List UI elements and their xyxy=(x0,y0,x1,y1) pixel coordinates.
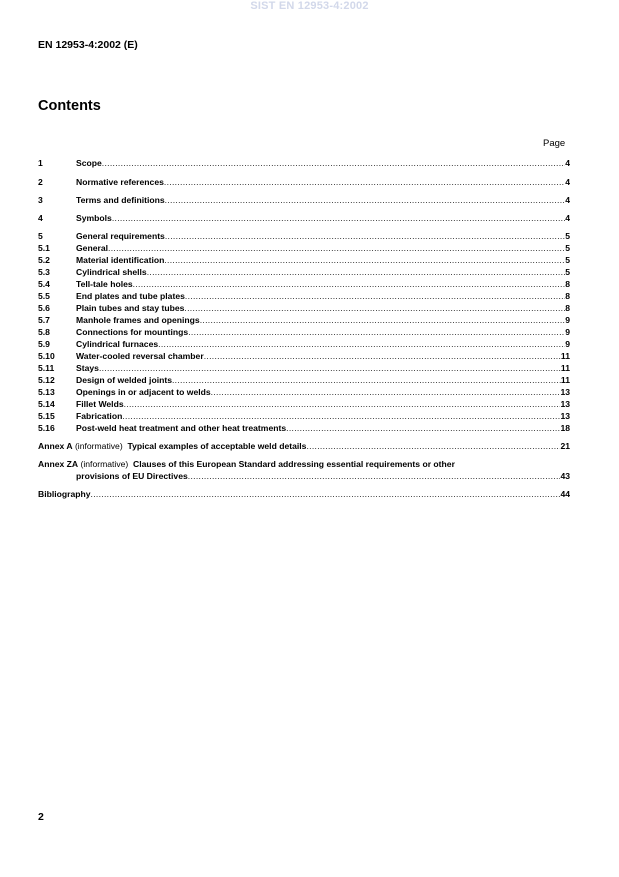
toc-title: Normative references xyxy=(76,177,164,187)
toc-leader xyxy=(184,303,565,313)
annex-type: (informative) xyxy=(80,459,129,469)
toc-number: 5.2 xyxy=(38,255,50,265)
toc-title: Stays xyxy=(76,363,99,373)
toc-entry-5-2[interactable] xyxy=(38,253,570,265)
toc-title: Tell-tale holes xyxy=(76,279,133,289)
toc-number: 4 xyxy=(38,213,43,223)
toc-leader xyxy=(108,243,565,253)
toc-leader xyxy=(165,195,566,205)
toc-title: Openings in or adjacent to welds xyxy=(76,387,211,397)
toc-page: 9 xyxy=(565,315,570,325)
toc-number: 5.11 xyxy=(38,363,55,373)
toc-entry-5-10[interactable] xyxy=(38,349,570,361)
toc-page: 5 xyxy=(565,255,570,265)
toc-entry-5-13[interactable] xyxy=(38,385,570,397)
toc-entry-5-9[interactable] xyxy=(38,337,570,349)
toc-entry-5-7[interactable] xyxy=(38,313,570,325)
toc-number: 5.6 xyxy=(38,303,50,313)
toc-leader xyxy=(188,327,565,337)
toc-number: 5.5 xyxy=(38,291,50,301)
toc-entry-5-15[interactable] xyxy=(38,409,570,421)
toc-leader xyxy=(112,213,565,223)
document-id: EN 12953-4:2002 (E) xyxy=(38,39,138,51)
toc-leader xyxy=(185,291,565,301)
toc-page: 9 xyxy=(565,339,570,349)
toc-leader xyxy=(122,411,560,421)
toc-leader xyxy=(133,279,566,289)
toc-page: 18 xyxy=(560,423,570,433)
toc-title-continued: provisions of EU Directives xyxy=(76,471,188,481)
toc-page: 13 xyxy=(560,411,570,421)
toc-entry-annex-za-continued[interactable] xyxy=(38,469,570,481)
toc-entry-5-1[interactable] xyxy=(38,241,570,253)
toc-title: End plates and tube plates xyxy=(76,291,185,301)
toc-page: 11 xyxy=(560,363,570,373)
toc-title: Material identification xyxy=(76,255,165,265)
toc-page: 9 xyxy=(565,327,570,337)
toc-leader xyxy=(188,471,561,481)
toc-page: 21 xyxy=(560,441,570,451)
toc-number: 5.7 xyxy=(38,315,50,325)
toc-page: 5 xyxy=(565,267,570,277)
toc-entry-annex-a[interactable] xyxy=(38,439,570,451)
toc-entry-general-requirements[interactable] xyxy=(38,229,570,241)
toc-entry-terms-and-definitions[interactable] xyxy=(38,193,570,205)
toc-page: 4 xyxy=(565,195,570,205)
toc-title: Scope xyxy=(76,158,102,168)
page-column-label: Page xyxy=(543,138,566,149)
toc-page: 8 xyxy=(565,303,570,313)
toc-leader xyxy=(124,399,561,409)
toc-leader xyxy=(158,339,565,349)
toc-leader xyxy=(204,351,561,361)
toc-page: 4 xyxy=(565,213,570,223)
toc-entry-5-5[interactable] xyxy=(38,289,570,301)
toc-entry-5-4[interactable] xyxy=(38,277,570,289)
toc-page: 8 xyxy=(565,291,570,301)
toc-page: 4 xyxy=(565,177,570,187)
toc-number: 5.14 xyxy=(38,399,55,409)
toc-leader xyxy=(147,267,566,277)
toc-entry-5-8[interactable] xyxy=(38,325,570,337)
toc-title: General requirements xyxy=(76,231,165,241)
annex-type: (informative) xyxy=(74,441,123,451)
toc-entry-5-14[interactable] xyxy=(38,397,570,409)
toc-title: Terms and definitions xyxy=(76,195,165,205)
toc-number: 5.1 xyxy=(38,243,50,253)
toc-number: 1 xyxy=(38,158,43,168)
toc-title: Design of welded joints xyxy=(76,375,172,385)
toc-title: Clauses of this European Standard addressing essential requirements or other xyxy=(133,459,455,469)
toc-entry-normative-references[interactable] xyxy=(38,175,570,187)
toc-leader xyxy=(102,158,565,168)
page-number: 2 xyxy=(38,811,44,823)
toc-number: 5.4 xyxy=(38,279,50,289)
toc-leader xyxy=(99,363,561,373)
toc-number: 5.15 xyxy=(38,411,55,421)
toc-number: 5.10 xyxy=(38,351,55,361)
toc-page: 5 xyxy=(565,231,570,241)
toc-entry-scope[interactable] xyxy=(38,156,570,168)
toc-title: Symbols xyxy=(76,213,112,223)
toc-leader xyxy=(306,441,560,451)
annex-label: Annex ZA xyxy=(38,459,79,469)
toc-leader xyxy=(200,315,566,325)
toc-entry-5-6[interactable] xyxy=(38,301,570,313)
toc-leader xyxy=(211,387,561,397)
toc-title: Manhole frames and openings xyxy=(76,315,200,325)
toc-entry-5-16[interactable] xyxy=(38,421,570,433)
toc-leader xyxy=(164,177,565,187)
toc-title: Typical examples of acceptable weld details xyxy=(127,441,307,451)
toc-page: 11 xyxy=(560,375,570,385)
toc-title: Connections for mountings xyxy=(76,327,189,337)
annex-label: Annex A xyxy=(38,441,73,451)
toc-number: 5.3 xyxy=(38,267,50,277)
toc-entry-bibliography[interactable] xyxy=(38,487,570,499)
toc-title: Cylindrical furnaces xyxy=(76,339,159,349)
toc-leader xyxy=(286,423,560,433)
toc-title: Bibliography xyxy=(38,489,91,499)
toc-number: 2 xyxy=(38,177,43,187)
toc-page: 13 xyxy=(560,399,570,409)
toc-number: 5.16 xyxy=(38,423,55,433)
toc-leader xyxy=(165,231,565,241)
toc-number: 3 xyxy=(38,195,43,205)
toc-entry-annex-za[interactable] xyxy=(38,457,570,469)
toc-entry-5-3[interactable] xyxy=(38,265,570,277)
toc-page: 44 xyxy=(560,489,570,499)
toc-title: Plain tubes and stay tubes xyxy=(76,303,185,313)
toc-number: 5 xyxy=(38,231,43,241)
toc-page: 43 xyxy=(560,471,570,481)
toc-number: 5.8 xyxy=(38,327,50,337)
toc-title: General xyxy=(76,243,109,253)
toc-title: Fillet Welds xyxy=(76,399,124,409)
watermark: SIST EN 12953-4:2002 xyxy=(250,0,369,12)
toc-entry-5-12[interactable] xyxy=(38,373,570,385)
toc-title: Water-cooled reversal chamber xyxy=(76,351,204,361)
contents-heading: Contents xyxy=(38,98,101,114)
toc-title: Fabrication xyxy=(76,411,123,421)
toc-title: Cylindrical shells xyxy=(76,267,147,277)
toc-title: Post-weld heat treatment and other heat treatments xyxy=(76,423,287,433)
toc-leader xyxy=(172,375,561,385)
toc-number: 5.12 xyxy=(38,375,55,385)
toc-entry-5-11[interactable] xyxy=(38,361,570,373)
toc-number: 5.9 xyxy=(38,339,50,349)
toc-entry-symbols[interactable] xyxy=(38,211,570,223)
toc-number: 5.13 xyxy=(38,387,55,397)
toc-leader xyxy=(91,489,561,499)
toc-page: 11 xyxy=(560,351,570,361)
toc-page: 8 xyxy=(565,279,570,289)
toc-page: 5 xyxy=(565,243,570,253)
toc-leader xyxy=(164,255,565,265)
toc-page: 13 xyxy=(560,387,570,397)
toc-page: 4 xyxy=(565,158,570,168)
